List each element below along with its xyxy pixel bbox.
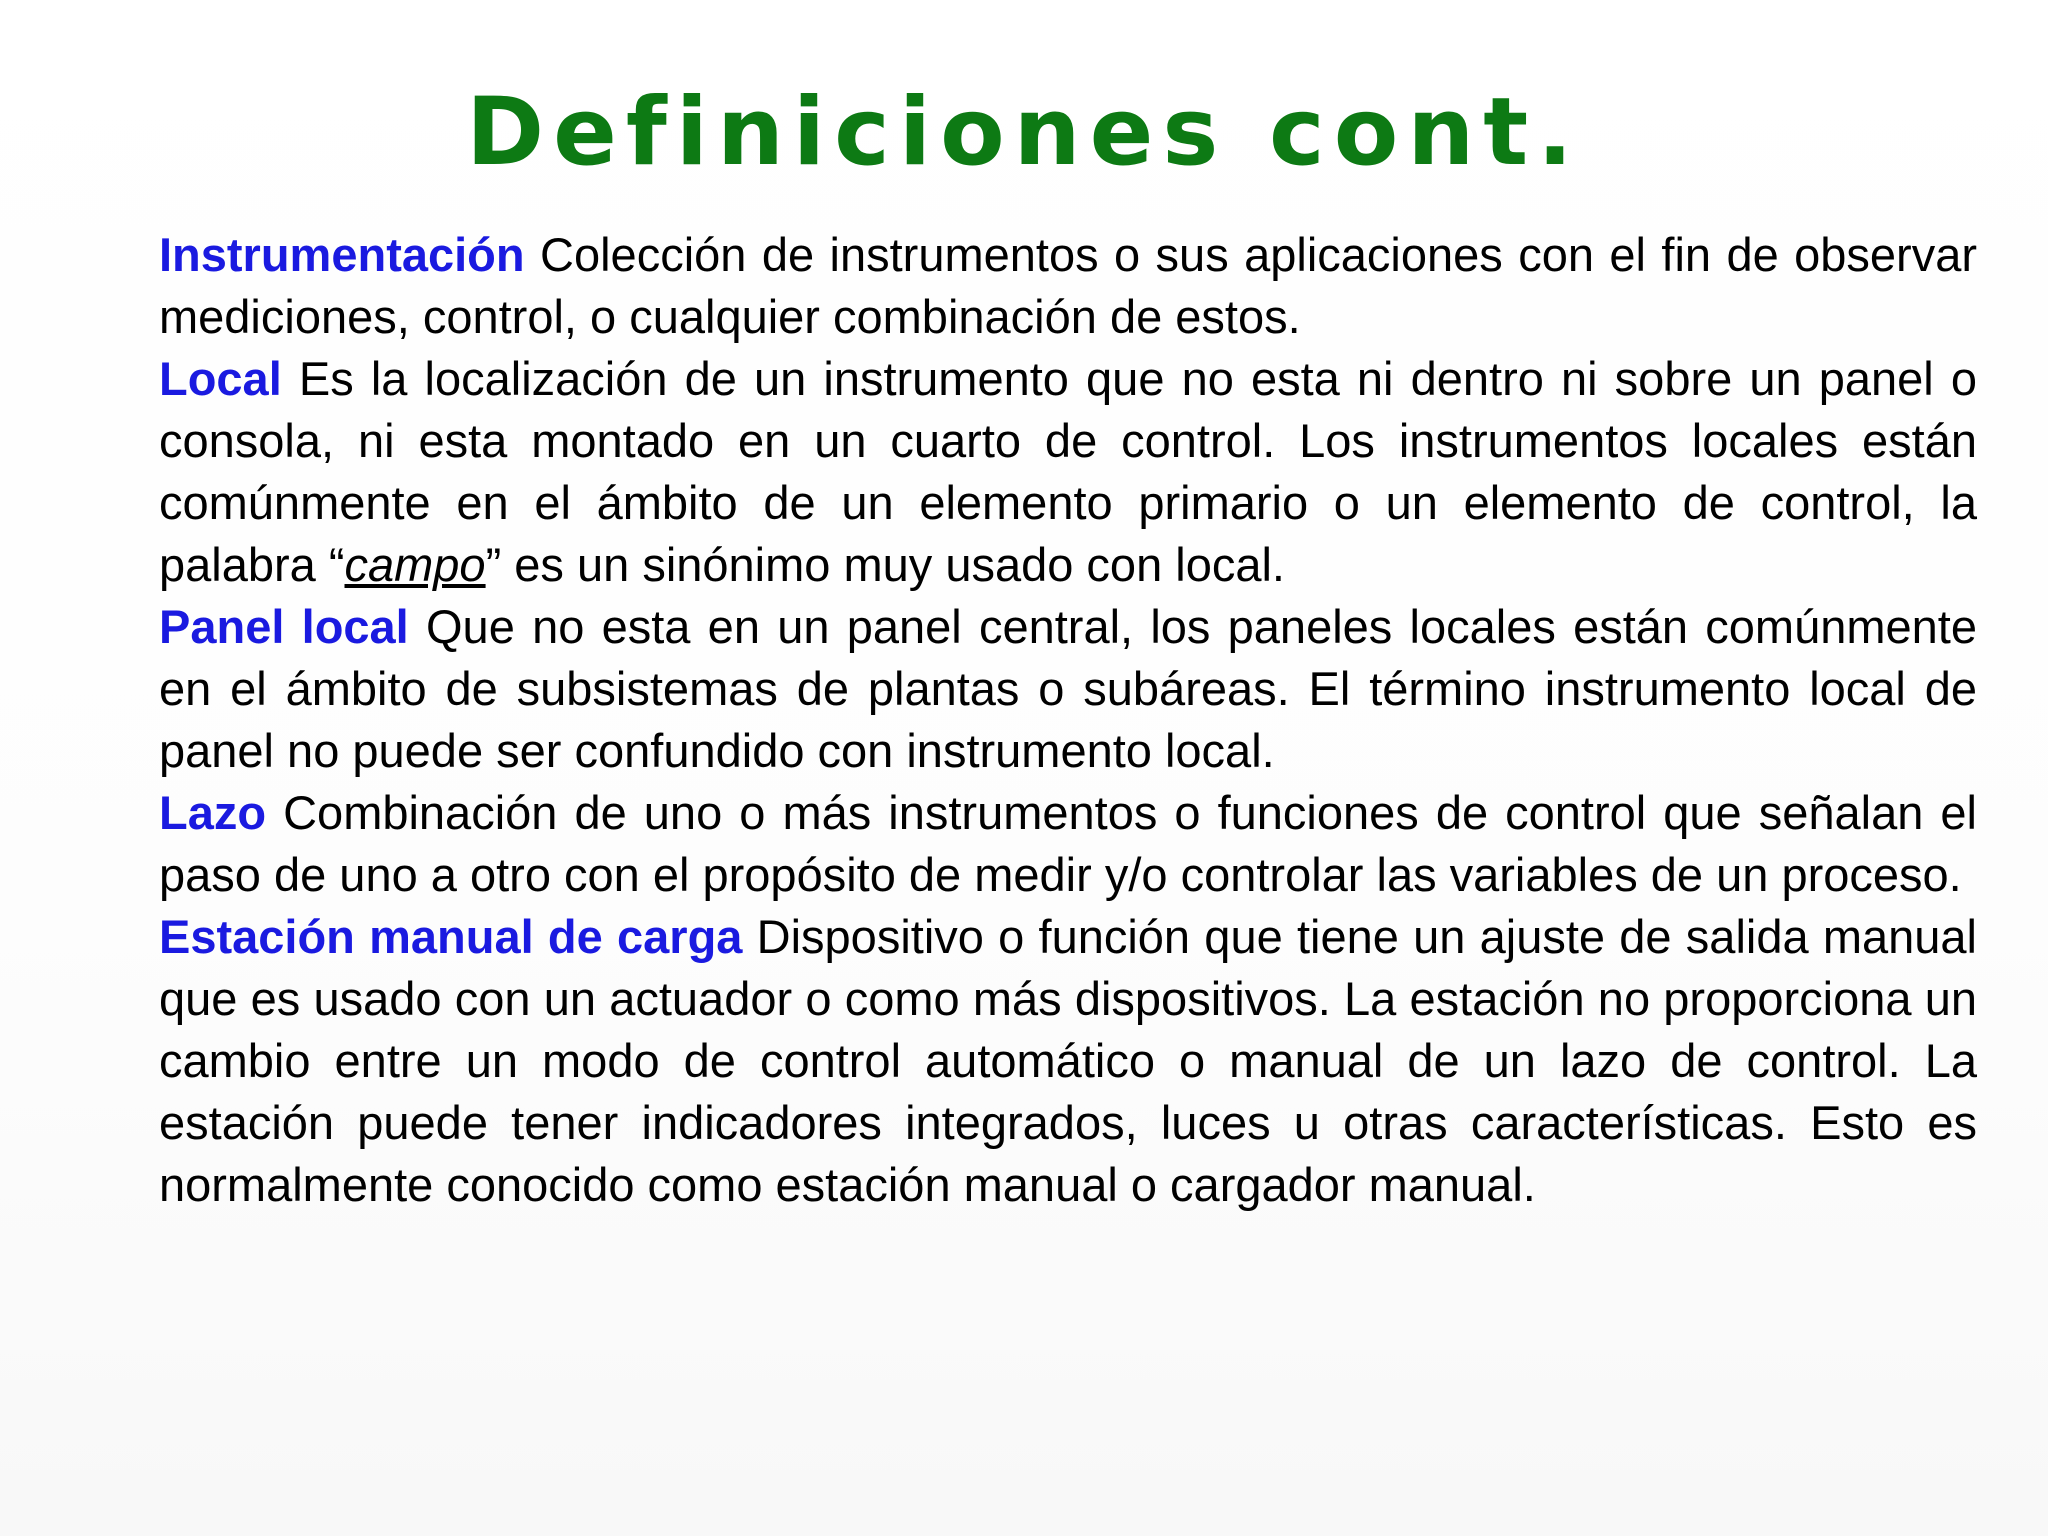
definition-panel-local (159, 596, 1977, 782)
definition-text: Dispositivo o función que tiene un ajuste de salida manual que es usado con un actuador o como más dispositivos. La estación no proporciona un cambio entre un modo de control automático o manual de un lazo de control. La estación puede tener indicadores integrados, luces u otras características. Esto es normalmente conocido como estación manual o cargador manual. (159, 910, 1977, 1211)
definitions-body (159, 224, 1977, 1216)
term-estacion-manual-de-carga: Estación manual de carga (159, 910, 743, 963)
term-lazo: Lazo (159, 786, 267, 839)
definition-local (159, 348, 1977, 596)
definition-text: ” es un sinónimo muy usado con local. (485, 538, 1285, 591)
definition-text: Colección de instrumentos o sus aplicaciones con el fin de observar mediciones, control, o cualquier combinación de estos. (159, 228, 1977, 343)
definition-estacion-manual (159, 906, 1977, 1216)
definition-text: Es la localización de un instrumento que no esta ni dentro ni sobre un panel o consola, ni esta montado en un cuarto de control. Los instrumentos locales están comúnmente en el ámbito de un elemento primario o un elemento de control, la palabra “ (159, 352, 1977, 591)
definition-lazo (159, 782, 1977, 906)
term-instrumentacion: Instrumentación (159, 228, 525, 281)
term-local: Local (159, 352, 282, 405)
definition-text: Que no esta en un panel central, los paneles locales están comúnmente en el ámbito de subsistemas de plantas o subáreas. El término instrumento local de panel no puede ser confundido con instrumento local. (159, 600, 1977, 777)
definition-instrumentacion (159, 224, 1977, 348)
emphasized-word-campo: campo (344, 538, 486, 591)
slide-title: Definiciones cont. (466, 78, 1582, 187)
term-panel-local: Panel local (159, 600, 409, 653)
definition-text: Combinación de uno o más instrumentos o funciones de control que señalan el paso de uno a otro con el propósito de medir y/o controlar las variables de un proceso. (159, 786, 1977, 901)
